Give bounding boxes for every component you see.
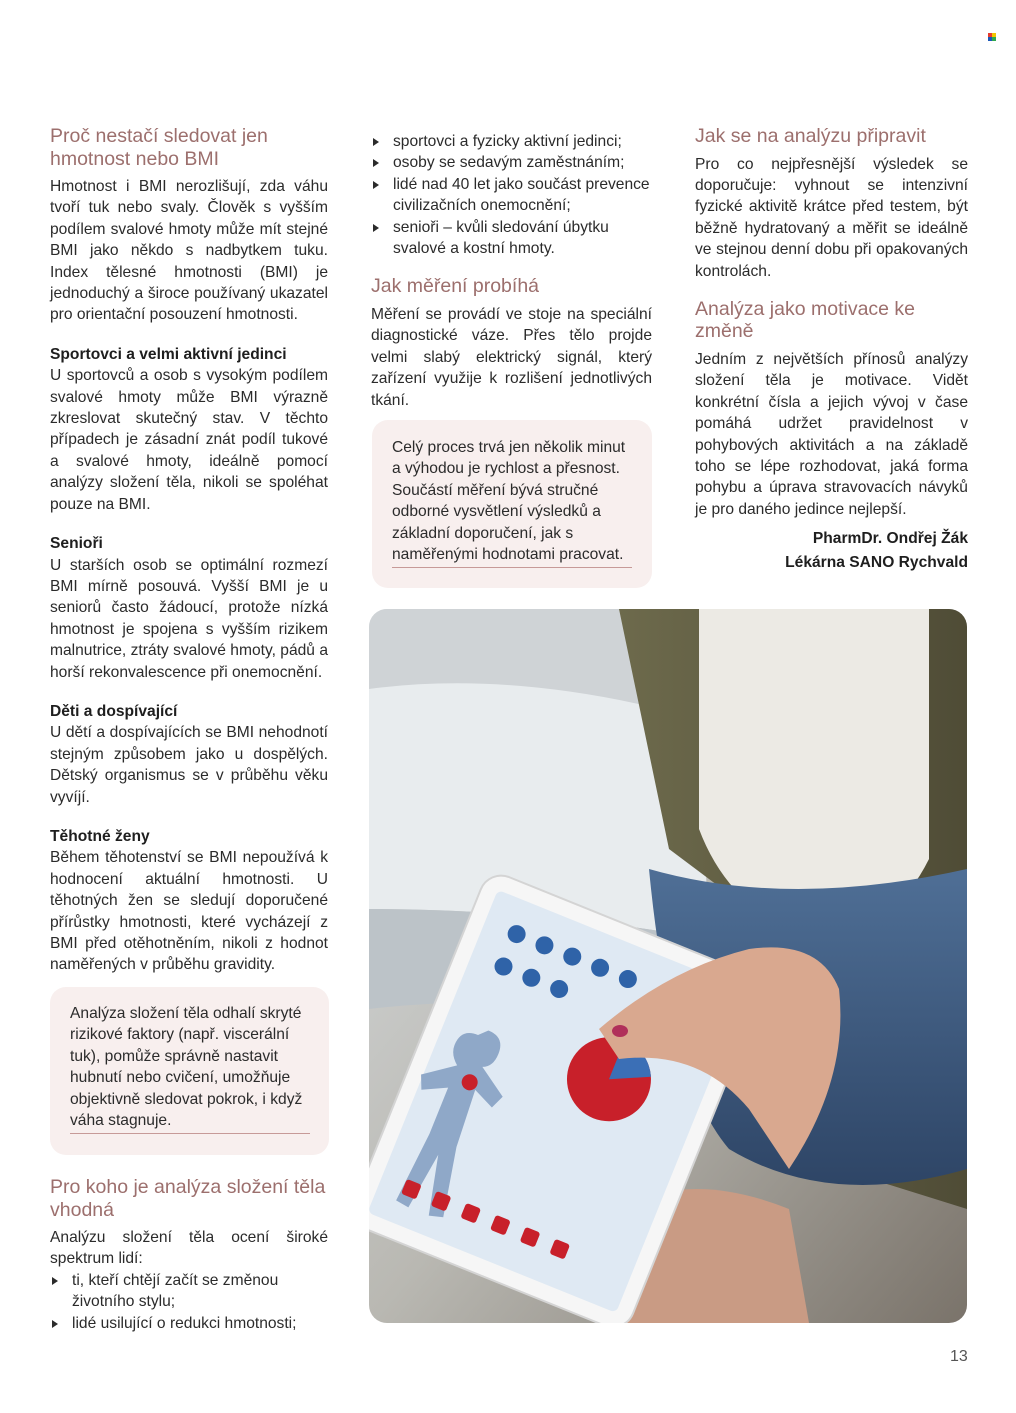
page-number: 13 bbox=[950, 1348, 968, 1365]
list-item: ti, kteří chtějí začít se změnou životního stylu; bbox=[50, 1270, 328, 1313]
who-intro: Analýzu složení těla ocení široké spektrum lidí: bbox=[50, 1229, 328, 1268]
children-paragraph: U dětí a dospívajících se BMI nehodnotí stejným způsobem jako u dospělých. Dětský organismus se v průběhu věku vyvíjí. bbox=[50, 724, 328, 806]
list-item: osoby se sedavým zaměstnáním; bbox=[371, 152, 652, 173]
measurement-paragraph: Měření se provádí ve stoje na speciální diagnostické váze. Přes tělo projde velmi slabý elektrický signál, který zařízení využije k rozlišení jednotlivých tkání. bbox=[371, 305, 652, 409]
heading-who-suitable: Pro koho je analýza složení těla vhodná bbox=[50, 1176, 326, 1221]
heading-preparation: Jak se na analýzu připravit bbox=[695, 125, 926, 147]
pregnant-paragraph: Během těhotenství se BMI nepoužívá k hodnocení aktuální hmotnosti. U těhotných žen se sledují doporučené přírůstky hmotnosti, které vycházejí z BMI před otěhotněním, nikoli z hodnot naměřených v průběhu gravidity. bbox=[50, 849, 328, 974]
list-item: senioři – kvůli sledování úbytku svalové a kostní hmoty. bbox=[371, 217, 652, 260]
who-list-part1 bbox=[50, 1270, 328, 1334]
subheading-athletes: Sportovci a velmi aktivní jedinci bbox=[50, 345, 287, 363]
callout-middle-text: Celý proces trvá jen několik minut a výhodou je rychlost a přesnost. Součástí měření bývá stručné odborné vysvětlení výsledků a základní doporučení, jak s naměřenými hodnotami pracovat. bbox=[392, 439, 626, 564]
heading-measurement: Jak měření probíhá bbox=[371, 275, 540, 298]
athletes-paragraph: U sportovců a osob s vysokým podílem svalové hmoty může BMI výrazně zkreslovat skutečný stav. V těchto případech je zásadní znát podíl tukové a svalové hmoty, ideálně pomocí analýzy složení těla, nikoli se spoléhat pouze na BMI. bbox=[50, 367, 328, 513]
subheading-pregnant: Těhotné ženy bbox=[50, 827, 150, 845]
heading-motivation: Analýza jako motivace ke změně bbox=[695, 297, 916, 343]
column-right bbox=[695, 125, 968, 575]
callout-left-divider bbox=[70, 1133, 310, 1134]
callout-middle-divider bbox=[392, 567, 632, 568]
heading-why-bmi: Proč nestačí sledovat jen hmotnost nebo BMI bbox=[50, 125, 268, 170]
column-middle bbox=[371, 131, 652, 411]
subheading-children: Děti a dospívající bbox=[50, 702, 178, 720]
tablet-body-analysis-photo bbox=[369, 609, 967, 1323]
pharmacy-name: Lékárna SANO Rychvald bbox=[785, 554, 968, 572]
seniors-paragraph: U starších osob se optimální rozmezí BMI mírně posouvá. Vyšší BMI je u seniorů často žádoucí, protože nízká hmotnost je spojena s vyšším rizikem malnutrice, ztráty svalové hmoty, pádů a horší rekonvalescence při onemocnění. bbox=[50, 556, 328, 681]
section-who bbox=[50, 1176, 328, 1334]
subheading-seniors: Senioři bbox=[50, 535, 103, 553]
who-list-part2 bbox=[371, 131, 652, 259]
author-name: PharmDr. Ondřej Žák bbox=[812, 530, 968, 548]
list-item: lidé usilující o redukci hmotnosti; bbox=[50, 1313, 328, 1334]
list-item: sportovci a fyzicky aktivní jedinci; bbox=[371, 131, 652, 152]
motivation-paragraph: Jedním z největších přínosů analýzy složení těla je motivace. Vidět konkrétní čísla a jejich vývoj v čase pomáhá udržet pravidelnost v pohybových aktivitách a na základě toho se lépe rozhodovat, jaká forma pohybu a úprava stravovacích návyků je pro daného jedince nejlepší. bbox=[695, 350, 968, 518]
column-left bbox=[50, 125, 328, 976]
preparation-paragraph: Pro co nejpřesnější výsledek se doporučuje: vyhnout se intenzivní fyzické aktivitě krátce před testem, být běžně hydratovaný a měřit se ideálně ve stejnou denní dobu při opakovaných kontrolách. bbox=[695, 155, 968, 280]
callout-left bbox=[50, 987, 329, 1155]
callout-left-text: Analýza složení těla odhalí skryté rizikové faktory (např. viscerální tuk), pomůže správně nastavit hubnutí nebo cvičení, umožňuje objektivně sledovat pokrok, i když váha stagnuje. bbox=[70, 1005, 303, 1130]
intro-paragraph: Hmotnost i BMI nerozlišují, zda váhu tvoří tuk nebo svaly. Člověk s vyšším podílem svalové hmoty může mít stejné BMI jako někdo s nadbytkem tuku. Index tělesné hmotnosti (BMI) je jednoduchý a široce používaný ukazatel pro orientační posouzení hmotnosti. bbox=[50, 178, 328, 324]
callout-middle bbox=[372, 420, 652, 588]
list-item: lidé nad 40 let jako součást prevence civilizačních onemocnění; bbox=[371, 174, 652, 217]
printer-color-mark-icon bbox=[988, 28, 996, 36]
